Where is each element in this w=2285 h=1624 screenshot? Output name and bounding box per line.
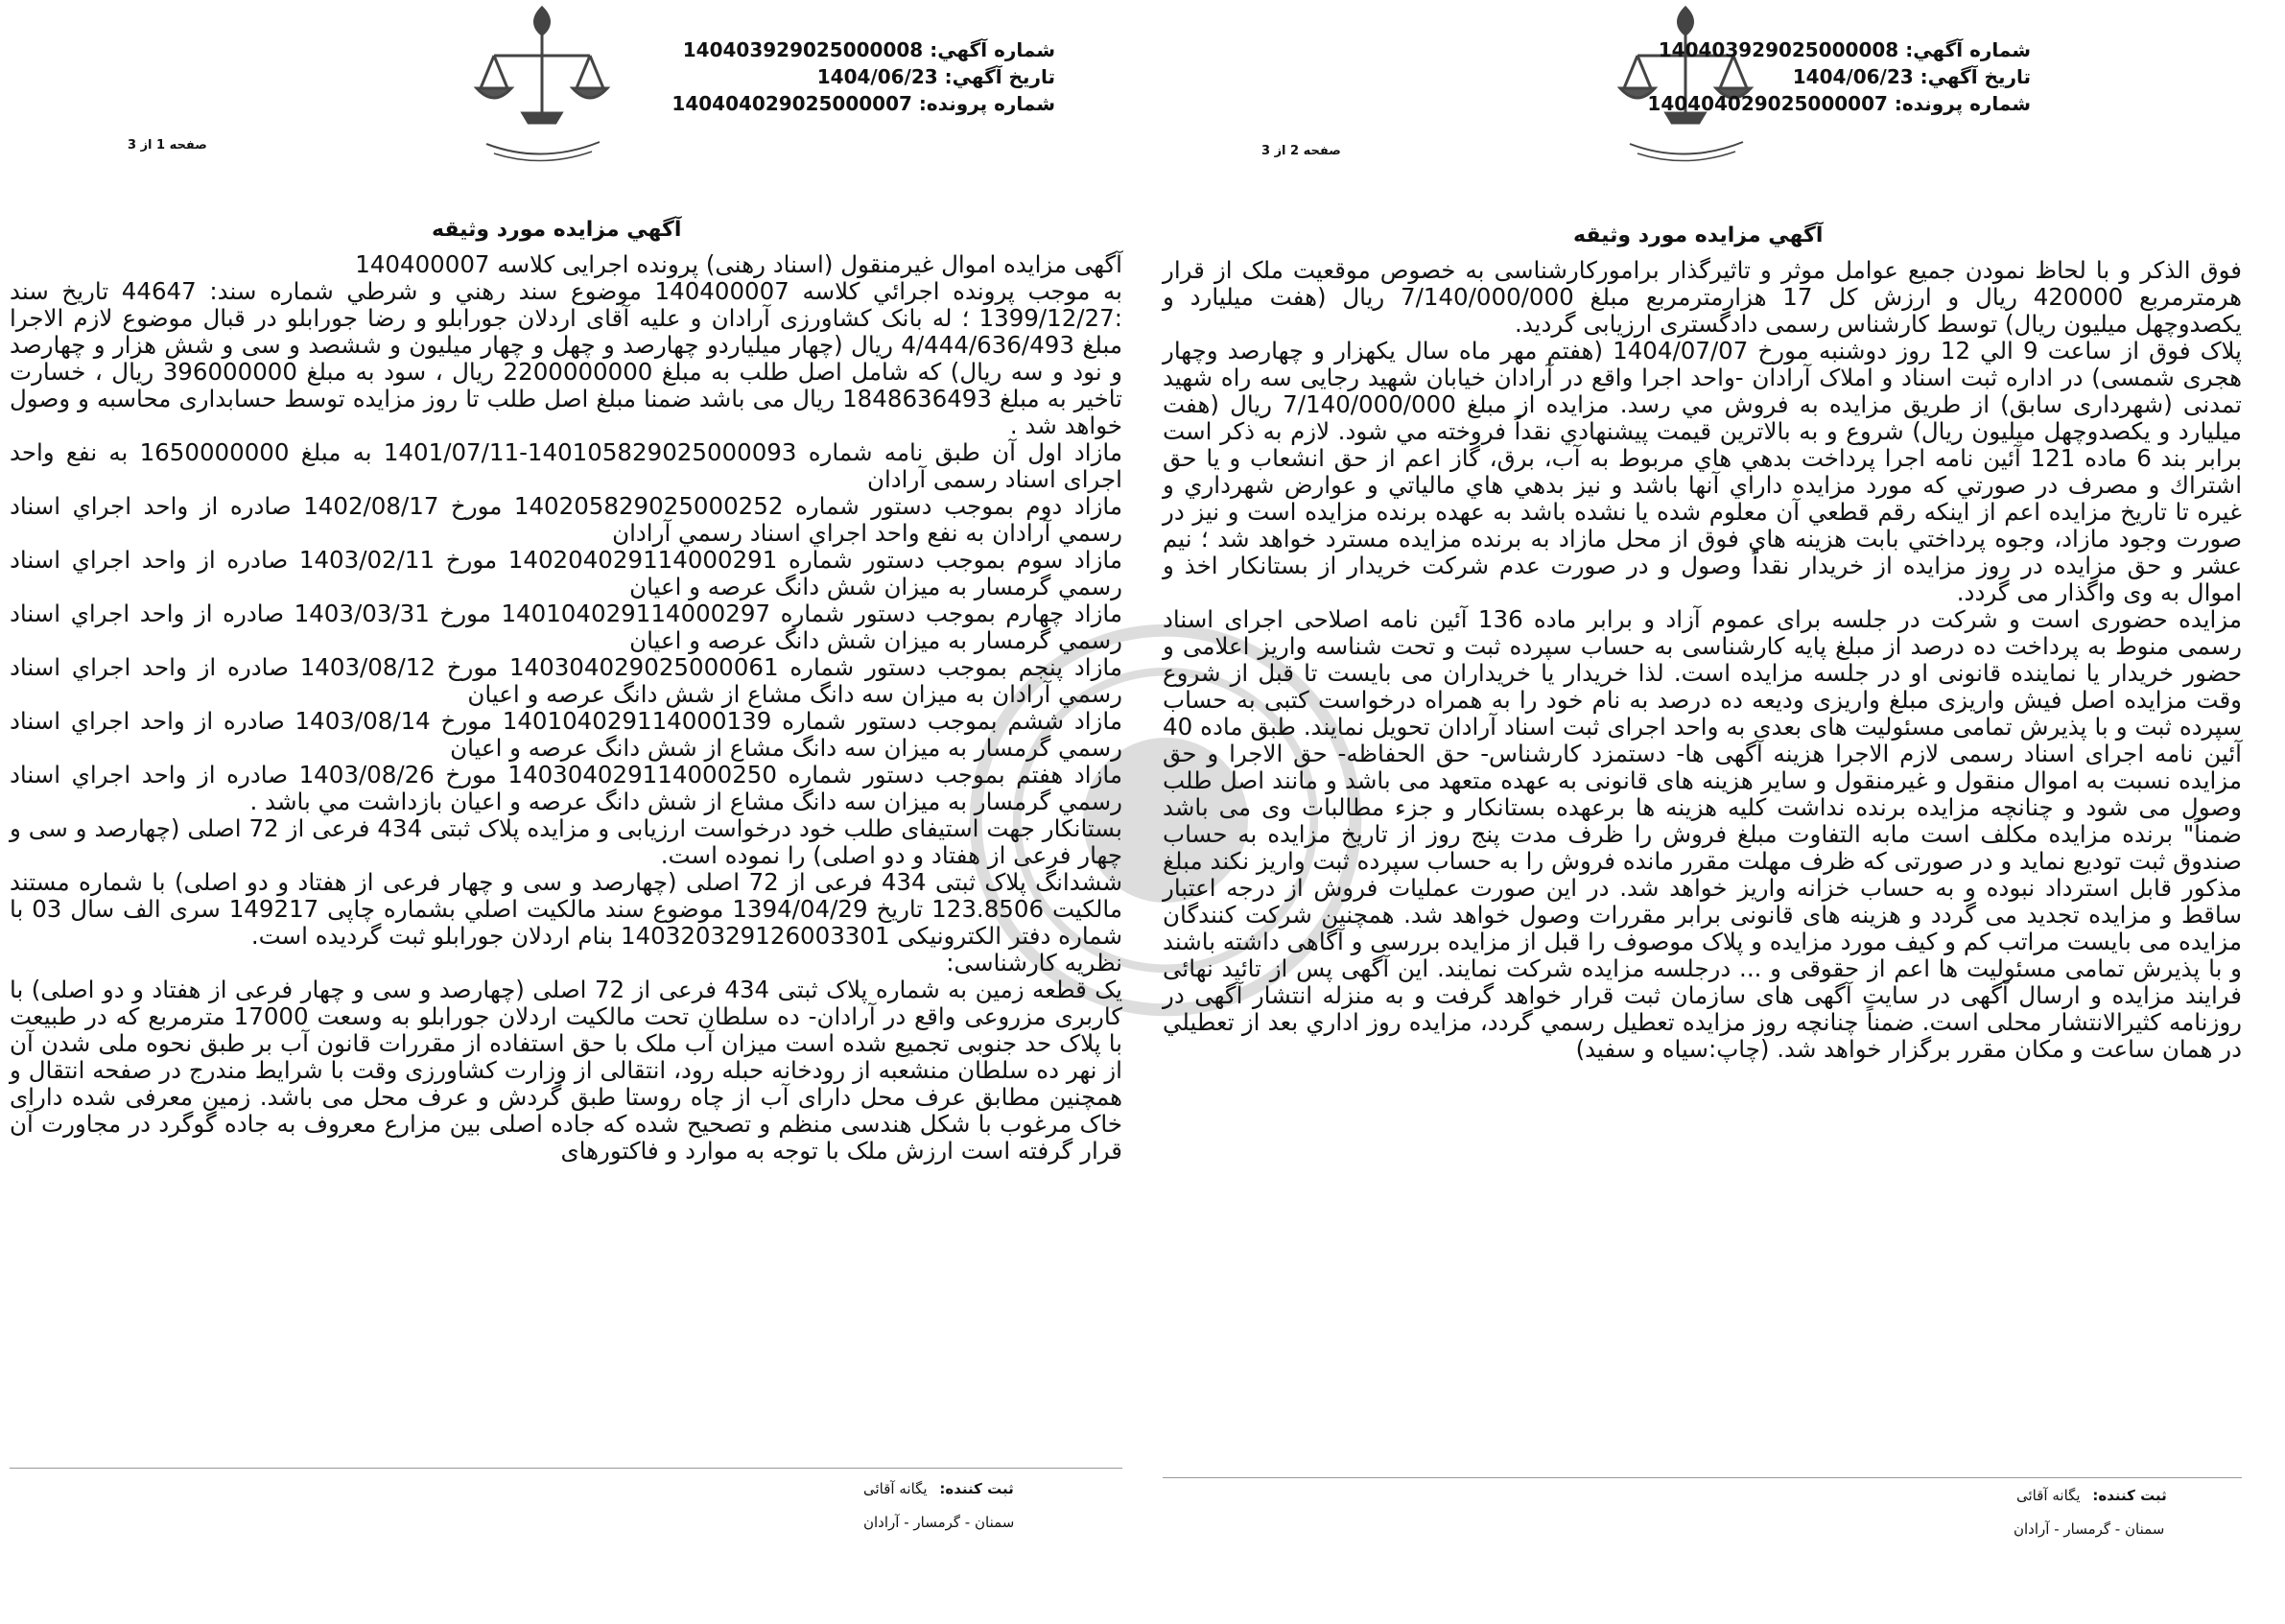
body-paragraph: آگهی مزایده اموال غیرمنقول (اسناد رهنی) پرونده اجرایی کلاسه 140400007 [355, 250, 1122, 278]
footer-divider [10, 1468, 1122, 1469]
notice-number-row [682, 36, 1055, 63]
body-paragraph: مازاد هفتم بموجب دستور شماره 140304029114000250 مورخ 1403/08/26 صادره از واحد اجراي اسناد رسمي گرمسار به ميزان سه دانگ مشاع از شش دانگ عرصه و اعيان بازداشت مي باشد . [10, 761, 1122, 815]
notice-header [671, 36, 1055, 117]
registrar [863, 1480, 1014, 1497]
notice-page-2 [1163, 0, 2275, 1624]
registrar-name: یگانه آقائی [2016, 1487, 2081, 1504]
notice-date-label: تاريخ آگهي: [944, 65, 1055, 88]
body-paragraph: مازاد چهارم بموجب دستور شماره 140104029114000297 مورخ 1403/03/31 صادره از واحد اجراي اسناد رسمي گرمسار به ميزان شش دانگ عرصه و اعيان [10, 600, 1122, 654]
notice-number-label: شماره آگهي: [930, 38, 1055, 61]
notice-page-1 [10, 0, 1122, 1624]
page-number: صفحه 1 از 3 [128, 138, 207, 153]
registrar-label: ثبت کننده: [2092, 1487, 2167, 1504]
notice-body [10, 251, 1122, 1165]
file-number: 140404029025000007 [1647, 92, 1888, 115]
notice-header [1647, 36, 2031, 117]
location: سمنان - گرمسار - آرادان [863, 1514, 1015, 1531]
notice-number: 140403929025000008 [1658, 38, 1899, 61]
file-number: 140404029025000007 [671, 92, 912, 115]
notice-date-row [1743, 63, 2031, 90]
file-number-label: شماره پرونده: [918, 92, 1055, 115]
body-paragraph: یک قطعه زمین به شماره پلاک ثبتی 434 فرعی از 72 اصلی (چهارصد و سی و چهار فرعی از هفتاد و دو اصلی) با کاربری مزروعی واقع در آرادان- ده سلطان تحت مالکیت اردلان جورابلو به وسعت 17000 مترمربع که در طبیعت با پلاک حد جنوبی تجمیع شده است میزان آب ملک با حق استفاده از مقررات قانون آب بر طبق نحوه ملی شدن آن از نهر ده سلطان منشعبه از رودخانه حبله رود، انتقالی از وزارت کشاورزی وقت با شرایط مندرج در صفحه انتقال و همچنین مطابق عرف محل دارای آب از چاه روستا طبق گردش و عرف محل می باشد. زمین معرفی شده دارای خاک مرغوب با شکل هندسی منظم و تصحیح شده که جاده اصلی بین مزارع معروف به جاده گوگرد در مجاورت آن قرار گرفته است ارزش ملک با توجه به موارد و فاکتورهای [10, 976, 1122, 1165]
notice-date: 1404/06/23 [1792, 65, 1914, 88]
registrar-name: یگانه آقائی [863, 1480, 928, 1497]
registrar [2016, 1487, 2167, 1504]
notice-number-row [1658, 36, 2031, 63]
notice-date-row [767, 63, 1055, 90]
registrar-label: ثبت کننده: [939, 1480, 1014, 1497]
page-title: آگهي مزايده مورد وثيقه [1573, 224, 1824, 247]
notice-date: 1404/06/23 [816, 65, 938, 88]
judiciary-emblem-icon [465, 0, 619, 168]
body-paragraph: پلاک فوق از ساعت 9 الي 12 روز دوشنبه مورخ 1404/07/07 (هفتم مهر ماه سال یکهزار و چهارصد وچهار هجری شمسی) در اداره ثبت اسناد و املاک آرادان -واحد اجرا واقع در آرادان خيابان شهيد رجايی سه راه شهيد تمدنی (شهرداری سابق) از طريق مزايده به فروش مي رسد. مزايده از مبلغ 7/140/000/000 ريال (هفت میلیارد و یکصدوچهل میلیون ریال) شروع و به بالاترين قيمت پيشنهادي نقداً فروخته مي شود. لازم به ذكر است برابر بند 6 ماده 121 آئين نامه اجرا پرداخت بدهي هاي مربوط به آب، برق، گاز اعم از حق انشعاب و يا حق اشتراك و مصرف در صورتي كه مورد مزايده داراي آنها باشد و نيز بدهي هاي مالياتي و عوارض شهرداري و غيره تا تاريخ مزايده اعم از اينكه رقم قطعي آن معلوم شده يا نشده باشد به عهده برنده مزايده است و نيز در صورت وجود مازاد، وجوه پرداختي بابت هزينه هاي فوق از محل مازاد به برنده مزايده مسترد خواهد شد ؛ نيم عشر و حق مزايده در روز مزايده از خريدار نقداً وصول و در صورت عدم شرکت خريدار از بستانکار اخذ و اموال به وی واگذار می گردد. [1163, 337, 2242, 606]
body-paragraph: مازاد پنجم بموجب دستور شماره 140304029025000061 مورخ 1403/08/12 صادره از واحد اجراي اسناد رسمي آرادان به ميزان سه دانگ مشاع از شش دانگ عرصه و اعيان [10, 653, 1122, 708]
body-paragraph: به موجب پرونده اجرائي كلاسه 140400007 موضوع سند رهني و شرطي شماره سند: 44647 تاريخ سند :1399/12/27 ؛ له بانک کشاورزی آرادان و علیه آقای اردلان جورابلو و رضا جورابلو در قبال موضوع لازم الاجرا مبلغ 4/444/636/493 ریال (چهار میلیاردو چهارصد و چهل و چهار میلیون و ششصد و سی و شش هزار و چهارصد و نود و سه ریال) که شامل اصل طلب به مبلغ 2200000000 ریال ، سود به مبلغ 396000000 ریال ، خسارت تاخیر به مبلغ 1848636493 ریال می باشد ضمنا مبلغ اصل طلب تا روز مزایده توسط حسابداری محاسبه و وصول خواهد شد . [10, 277, 1123, 439]
body-paragraph: نظریه کارشناسی: [946, 949, 1122, 977]
file-number-label: شماره پرونده: [1894, 92, 2031, 115]
notice-date-label: تاريخ آگهي: [1920, 65, 2031, 88]
judiciary-emblem-icon [1609, 0, 1762, 168]
body-paragraph: بستانکار جهت استیفای طلب خود درخواست ارزیابی و مزایده پلاک ثبتی 434 فرعی از 72 اصلی (چهارصد و سی و چهار فرعی از هفتاد و دو اصلی) را نموده است. [10, 814, 1122, 869]
body-paragraph: مازاد اول آن طبق نامه شماره 140105829025000093-1401/07/11 به مبلغ 1650000000 به نفع واحد اجرای اسناد رسمی آرادان [10, 438, 1123, 493]
location: سمنان - گرمسار - آرادان [2014, 1520, 2165, 1538]
notice-number-label: شماره آگهي: [1905, 38, 2031, 61]
file-number-row [1647, 90, 2031, 117]
notice-body [1163, 257, 2242, 1063]
body-paragraph: فوق الذكر و با لحاظ نمودن جميع عوامل موثر و تاثيرگذار براموركارشناسی به خصوص موقعيت ملک از قرار هرمترمربع 420000 ریال و ارزش کل 17 هزارمترمربع مبلغ 7/140/000/000 ريال (هفت میلیارد و یکصدوچهل میلیون ریال) توسط کارشناس رسمی دادگستری ارزيابی گرديد. [1163, 256, 2243, 338]
notice-number: 140403929025000008 [682, 38, 924, 61]
body-paragraph: ششدانگ پلاک ثبتی 434 فرعی از 72 اصلی (چهارصد و سی و چهار فرعی از هفتاد و دو اصلی) با شماره مستند مالکیت 123.8506 تاریخ 1394/04/29 موضوع سند مالكيت اصلي بشماره چاپی 149217 سری الف سال 03 با شماره دفتر الکترونیکی 140320329126003301 بنام اردلان جورابلو ثبت گردیده است. [10, 868, 1122, 950]
footer-divider [1163, 1477, 2242, 1478]
body-paragraph: مازاد سوم بموجب دستور شماره 140204029114000291 مورخ 1403/02/11 صادره از واحد اجراي اسناد رسمي گرمسار به ميزان شش دانگ عرصه و اعيان [10, 546, 1123, 600]
page-title: آگهي مزايده مورد وثيقه [432, 218, 682, 242]
body-paragraph: مزايده حضوری است و شرکت در جلسه برای عموم آزاد و برابر ماده 136 آئين نامه اصلاحی اجرای اسناد رسمی منوط به پرداخت ده درصد از مبلغ پايه کارشناسی به حساب سپرده ثبت و تحت شناسه واريز اعلامی و حضور خريدار يا نماينده قانونی او در جلسه مزايده است. لذا خريدار يا خريداران می بايست تا قبل از شروع وقت مزايده اصل فيش واريزی مبلغ واريزی وديعه ده درصد به نام خود را به همراه درخواست کتبی به حساب سپرده ثبت و با پذيرش تمامی مسئوليت های بعدی به واحد اجرای ثبت اسناد آرادان تحويل نمايند. طبق ماده 40 آئين نامه اجرای اسناد رسمی لازم الاجرا هزينه آگهی ها- دستمزد کارشناس- حق الحفاظه- حق الاجرا و حق مزايده نسبت به اموال منقول و غيرمنقول و ساير هزينه های قانونی به عهده متعهد می باشد و مانند اصل طلب وصول می شود و چنانچه مزايده برنده نداشت کليه هزينه ها برعهده بستانکار و جزء مطالبات وی می باشد ضمناً" برنده مزايده مکلف است مابه التفاوت مبلغ فروش را ظرف مدت پنج روز از تاريخ مزايده به حساب صندوق ثبت توديع نمايد و در صورتی که ظرف مهلت مقرر مانده فروش را به حساب سپرده ثبت واريز نکند مبلغ مذکور قابل استرداد نبوده و به حساب خزانه واريز خواهد شد. در اين صورت عمليات فروش از درجه اعتبار ساقط و مزايده تجديد می گردد و هزينه های قانونی برابر مقررات وصول خواهد شد. همچنين شرکت کنندگان مزايده می بايست مراتب کم و کيف مورد مزايده و پلاک موصوف را قبل از مزايده بررسی و آگاهی داشته باشند و با پذيرش تمامی مسئوليت ها اعم از حقوقی و ... درجلسه مزايده شرکت نمايند. اين آگهی پس از تائيد نهائی فرايند مزايده و ارسال آگهی در سايت آگهی های سازمان ثبت قرار خواهد گرفت و به منزله انتشار آگهی در روزنامه کثيرالانتشار محلی است. ضمناً چنانچه روز مزايده تعطيل رسمي گردد، مزايده روز اداري بعد از تعطيلي در همان ساعت و مكان مقرر برگزار خواهد شد. (چاپ:سياه و سفيد) [1163, 605, 2243, 1063]
body-paragraph: مازاد ششم بموجب دستور شماره 140104029114000139 مورخ 1403/08/14 صادره از واحد اجراي اسناد رسمي گرمسار به ميزان سه دانگ مشاع از شش دانگ عرصه و اعيان [10, 707, 1122, 762]
file-number-row [671, 90, 1055, 117]
page-number: صفحه 2 از 3 [1261, 144, 1341, 158]
body-paragraph: مازاد دوم بموجب دستور شماره 140205829025000252 مورخ 1402/08/17 صادره از واحد اجراي اسناد رسمي آرادان به نفع واحد اجراي اسناد رسمي آرادان [10, 492, 1122, 547]
